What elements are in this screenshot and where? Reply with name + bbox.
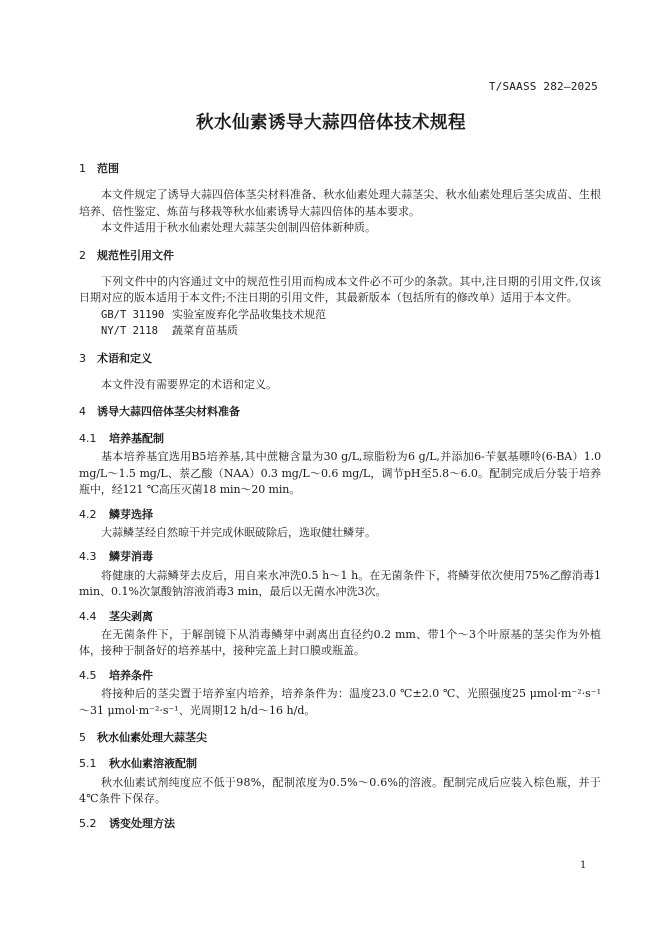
section-title: 秋水仙素处理大蒜茎尖 [97, 730, 207, 744]
culture-conditions-paragraph: 将接种后的茎尖置于培养室内培养，培养条件为：温度23.0 ℃±2.0 ℃、光照强度25 μmol·m⁻²·s⁻¹～31 μmol·m⁻²·s⁻¹、光周期12 h/d～16 h/d。 [79, 687, 601, 717]
subsection-number: 4.5 [79, 668, 97, 682]
subsection-4-1-heading [79, 431, 601, 447]
section-number: 5 [79, 730, 86, 744]
standard-number: T/SAASS 282—2025 [488, 80, 598, 93]
section-number: 1 [79, 162, 86, 175]
subsection-title: 诱变处理方法 [109, 816, 175, 830]
medium-preparation-paragraph: 基本培养基宜选用B5培养基,其中蔗糖含量为30 g/L,琼脂粉为6 g/L,并添加6-苄氨基嘌呤(6-BA）1.0 mg/L～1.5 mg/L、萘乙酸（NAA）0.3 mg/L～0.6 mg/L，调节pH至5.8～6.0。配制完成后分装于培养瓶中，经121 ℃高压灭菌18 min～20 min。 [79, 450, 601, 497]
section-number: 2 [79, 248, 86, 262]
section-5-heading [79, 730, 601, 746]
section-1-heading [79, 161, 601, 177]
section-title: 范围 [97, 162, 119, 175]
subsection-5-1-heading [79, 756, 601, 772]
subsection-title: 鳞芽选择 [109, 507, 153, 521]
terms-paragraph: 本文件没有需要界定的术语和定义。 [101, 378, 277, 392]
normative-references-paragraph: 下列文件中的内容通过文中的规范性引用而构成本文件必不可少的条款。其中,注日期的引用文件,仅该日期对应的版本适用于本文件;不注日期的引用文件，其最新版本（包括所有的修改单）适用于本文件。 [79, 275, 601, 305]
reference-title: 蔬菜育苗基质 [172, 324, 238, 338]
subsection-title: 茎尖剥离 [109, 609, 153, 623]
section-3-heading [79, 351, 601, 367]
subsection-4-2-heading [79, 507, 601, 523]
section-number: 3 [79, 351, 86, 365]
subsection-title: 培养条件 [109, 668, 153, 682]
subsection-title: 鳞芽消毒 [109, 550, 153, 564]
reference-code: NY/T 2118 [101, 325, 158, 338]
subsection-5-2-heading [79, 816, 601, 832]
subsection-number: 4.1 [79, 431, 97, 445]
subsection-number: 4.2 [79, 507, 97, 521]
reference-title: 实验室废弃化学品收集技术规范 [172, 307, 326, 321]
bud-selection-paragraph: 大蒜鳞茎经自然晾干并完成休眠破除后，选取健壮鳞芽。 [101, 525, 376, 539]
section-title: 术语和定义 [97, 351, 152, 365]
reference-item [79, 307, 601, 323]
subsection-number: 4.4 [79, 609, 97, 623]
subsection-title: 培养基配制 [109, 431, 164, 445]
section-title: 诱导大蒜四倍体茎尖材料准备 [97, 405, 240, 419]
subsection-number: 4.3 [79, 550, 97, 564]
shoot-tip-isolation-paragraph: 在无菌条件下，于解剖镜下从消毒鳞芽中剥离出直径约0.2 mm、带1个～3个叶原基的茎尖作为外植体，接种于制备好的培养基中，接种完盖上封口膜或瓶盖。 [79, 627, 601, 658]
subsection-number: 5.1 [79, 757, 97, 771]
reference-code: GB/T 31190 [101, 308, 165, 321]
page-number: 1 [580, 860, 587, 871]
subsection-title: 秋水仙素溶液配制 [109, 757, 197, 771]
colchicine-solution-paragraph: 秋水仙素试剂纯度应不低于98%，配制浓度为0.5%～0.6%的溶液。配制完成后应装入棕色瓶，并于4℃条件下保存。 [79, 775, 601, 806]
section-2-heading [79, 248, 601, 264]
subsection-number: 5.2 [79, 816, 97, 830]
section-number: 4 [79, 405, 86, 419]
subsection-4-5-heading [79, 668, 601, 684]
section-title: 规范性引用文件 [97, 248, 174, 262]
scope-paragraph-1: 本文件规定了诱导大蒜四倍体茎尖材料准备、秋水仙素处理大蒜茎尖、秋水仙素处理后茎尖成苗、生根培养、倍性鉴定、炼苗与移栽等秋水仙素诱导大蒜四倍体的基本要求。 [79, 188, 601, 218]
document-title: 秋水仙素诱导大蒜四倍体技术规程 [196, 113, 466, 133]
scope-paragraph-2: 本文件适用于秋水仙素处理大蒜茎尖创制四倍体新种质。 [101, 221, 376, 235]
subsection-4-4-heading [79, 609, 601, 625]
reference-item [79, 323, 601, 339]
section-4-heading [79, 404, 601, 420]
document-body [79, 150, 601, 834]
bud-disinfection-paragraph: 将健康的大蒜鳞芽去皮后，用自来水冲洗0.5 h～1 h。在无菌条件下，将鳞芽依次使用75%乙醇消毒1 min、0.1%次氯酸钠溶液消毒3 min，最后以无菌水冲洗3次。 [79, 568, 601, 599]
subsection-4-3-heading [79, 549, 601, 565]
